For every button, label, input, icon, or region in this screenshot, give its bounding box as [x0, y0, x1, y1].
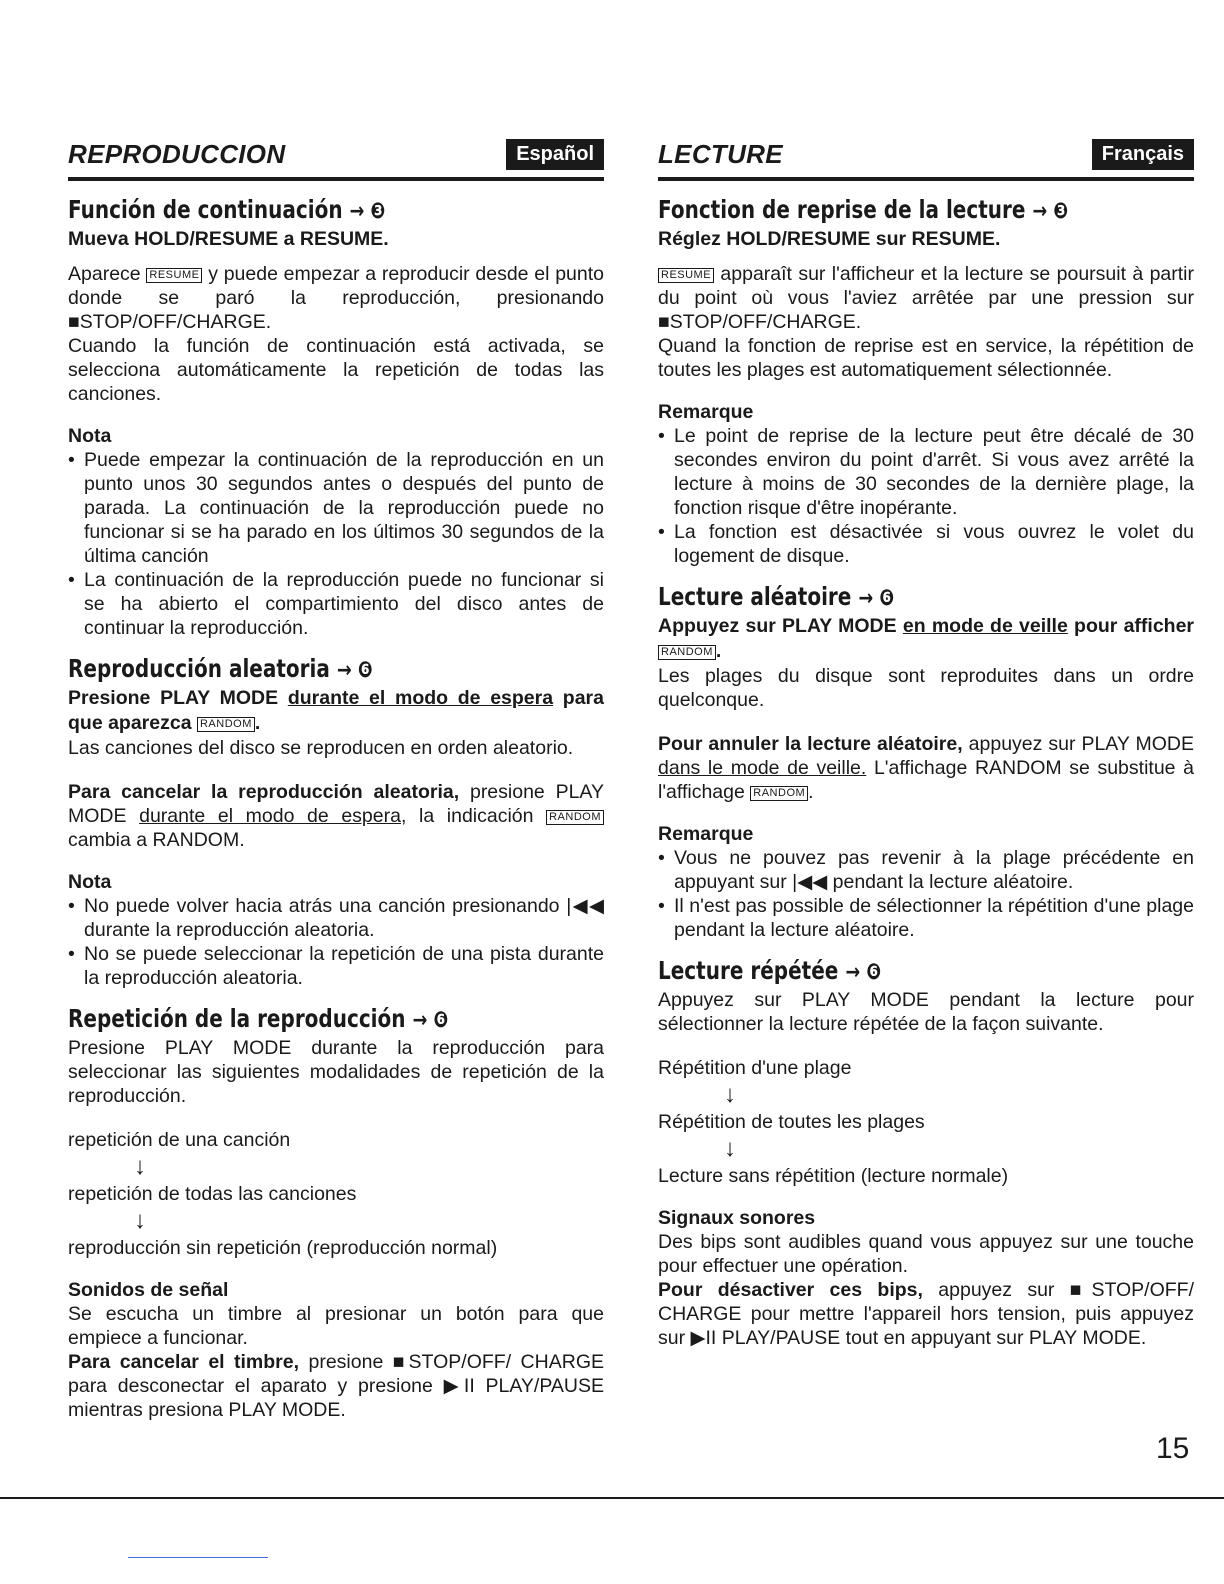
lcd-indicator: RESUME: [146, 268, 202, 283]
paragraph: Las canciones del disco se reproducen en orden aleatorio.: [68, 737, 574, 759]
note-item: • No se puede seleccionar la repetición de una pista durante la reproducción aleatoria.: [68, 942, 604, 990]
language-badge: Español: [506, 139, 604, 170]
paragraph: Pour désactiver ces bips, appuyez sur ■STOP/OFF/ CHARGE pour mettre l'appareil hors tension, puis appuyez sur ▶II PLAY/PAUSE tout en appuyant sur PLAY MODE.: [658, 1279, 1195, 1349]
repeat-flow: [68, 1128, 604, 1260]
instruction: Mueva HOLD/RESUME a RESUME.: [68, 228, 389, 250]
flow-item: Lecture sans répétition (lecture normale): [658, 1165, 1009, 1187]
note-item: • Vous ne pouvez pas revenir à la plage précédente en appuyant sur |◀◀ pendant la lecture aléatoire.: [658, 846, 1194, 894]
header-rule: [658, 177, 1194, 181]
arrow-down-icon: ↓: [724, 1135, 736, 1162]
topic-title-random: Reproducción aleatoria → ❻: [68, 654, 373, 683]
flow-item: repetición de una canción: [68, 1129, 291, 1151]
french-column: [658, 132, 1194, 1350]
step-marker: → ❻: [845, 960, 882, 985]
note-list: [68, 894, 604, 990]
section-title: REPRODUCCION: [68, 139, 286, 169]
flow-item: reproducción sin repetición (reproducción normal): [68, 1237, 498, 1259]
page-number: 15: [1156, 1432, 1190, 1465]
note-title: Remarque: [658, 401, 754, 423]
lcd-indicator: RANDOM: [197, 717, 255, 732]
note-list: [658, 424, 1194, 568]
paragraph: Pour annuler la lecture aléatoire, appuyez sur PLAY MODE dans le mode de veille. L'affichage RANDOM se substitue à l'affichage RANDOM .: [658, 733, 1195, 803]
arrow-down-icon: ↓: [724, 1081, 736, 1108]
instruction: Presione PLAY MODE durante el modo de espera para que aparezca RANDOM .: [68, 687, 604, 734]
topic-title-repeat: Repetición de la reproducción → ❻: [68, 1004, 449, 1033]
note-list: [68, 448, 604, 640]
note-title: Nota: [68, 425, 112, 447]
subsection-title: Sonidos de señal: [68, 1279, 229, 1301]
paragraph: Des bips sont audibles quand vous appuyez sur une touche pour effectuer une opération.: [658, 1231, 1194, 1277]
paragraph: Cuando la función de continuación está activada, se selecciona automáticamente la repetición de todas las canciones.: [68, 335, 604, 405]
arrow-down-icon: ↓: [134, 1207, 146, 1234]
topic-title-random: Lecture aléatoire → ❻: [658, 582, 895, 611]
topic-title-resume: Fonction de reprise de la lecture → ❸: [658, 195, 1069, 224]
lcd-indicator: RANDOM: [658, 645, 716, 660]
note-item: • Il n'est pas possible de sélectionner la répétition d'une plage pendant la lecture aléatoire.: [658, 894, 1194, 942]
topic-title-repeat: Lecture répétée → ❻: [658, 956, 882, 985]
note-title: Remarque: [658, 823, 754, 845]
lcd-indicator: RESUME: [658, 268, 714, 283]
paragraph: Aparece RESUME y puede empezar a reproducir desde el punto donde se paró la reproducción, presionando ■STOP/OFF/CHARGE.: [68, 263, 604, 333]
flow-item: Répétition de toutes les plages: [658, 1111, 925, 1133]
note-item: • La fonction est désactivée si vous ouvrez le volet du logement de disque.: [658, 520, 1194, 568]
paragraph: Quand la fonction de reprise est en service, la répétition de toutes les plages est automatiquement sélectionnée.: [658, 335, 1194, 381]
paragraph: RESUME apparaît sur l'afficheur et la lecture se poursuit à partir du point où vous l'aviez arrêtée par une pression sur ■STOP/OFF/CHARGE.: [658, 263, 1194, 333]
topic-title-resume: Función de continuación → ❸: [68, 195, 386, 224]
language-badge: Français: [1092, 139, 1194, 170]
paragraph: Appuyez sur PLAY MODE pendant la lecture pour sélectionner la lecture répétée de la façon suivante.: [658, 989, 1194, 1035]
lcd-indicator: RANDOM: [546, 810, 604, 825]
step-marker: → ❻: [412, 1008, 449, 1033]
repeat-flow: [658, 1056, 1194, 1188]
section-title: LECTURE: [658, 139, 783, 169]
paragraph: Para cancelar la reproducción aleatoria, presione PLAY MODE durante el modo de espera, la indicación RANDOM cambia a RANDOM.: [68, 781, 604, 851]
header-rule: [68, 177, 604, 181]
paragraph: Para cancelar el timbre, presione ■STOP/OFF/ CHARGE para desconectar el aparato y presione ▶II PLAY/PAUSE mientras presiona PLAY MODE.: [68, 1351, 604, 1421]
instruction: Réglez HOLD/RESUME sur RESUME.: [658, 228, 1001, 250]
flow-item: repetición de todas las canciones: [68, 1183, 357, 1205]
decorative-line: [128, 1557, 268, 1558]
instruction: Appuyez sur PLAY MODE en mode de veille pour afficher RANDOM .: [658, 615, 1195, 662]
paragraph: Presione PLAY MODE durante la reproducción para seleccionar las siguientes modalidades de repetición de la reproducción.: [68, 1037, 604, 1107]
lcd-indicator: RANDOM: [750, 786, 808, 801]
note-list: [658, 846, 1194, 942]
subsection-title: Signaux sonores: [658, 1207, 816, 1229]
section-header: [658, 132, 1194, 170]
note-item: • La continuación de la reproducción puede no funcionar si se ha abierto el compartimiento del disco antes de continuar la reproducción.: [68, 568, 604, 640]
step-marker: → ❸: [349, 199, 386, 224]
bottom-rule: [0, 1497, 1224, 1499]
note-title: Nota: [68, 871, 112, 893]
note-item: • Le point de reprise de la lecture peut être décalé de 30 secondes environ du point d'arrêt. Si vous avez arrêté la lecture à moins de 30 secondes de la dernière plage, la fonction risque d'être inopérante.: [658, 424, 1194, 520]
paragraph: Les plages du disque sont reproduites dans un ordre quelconque.: [658, 665, 1194, 711]
step-marker: → ❸: [1032, 199, 1069, 224]
paragraph: Se escucha un timbre al presionar un botón para que empiece a funcionar.: [68, 1303, 604, 1349]
step-marker: → ❻: [858, 586, 895, 611]
note-item: • Puede empezar la continuación de la reproducción en un punto unos 30 segundos antes o después del punto de parada. La continuación de la reproducción puede no funcionar si se ha parado en los últimos 30 segundos de la última canción: [68, 448, 604, 568]
arrow-down-icon: ↓: [134, 1153, 146, 1180]
section-header: [68, 132, 604, 170]
note-item: • No puede volver hacia atrás una canción presionando |◀◀ durante la reproducción aleatoria.: [68, 894, 604, 942]
spanish-column: [68, 132, 604, 1422]
step-marker: → ❻: [336, 658, 373, 683]
flow-item: Répétition d'une plage: [658, 1057, 852, 1079]
